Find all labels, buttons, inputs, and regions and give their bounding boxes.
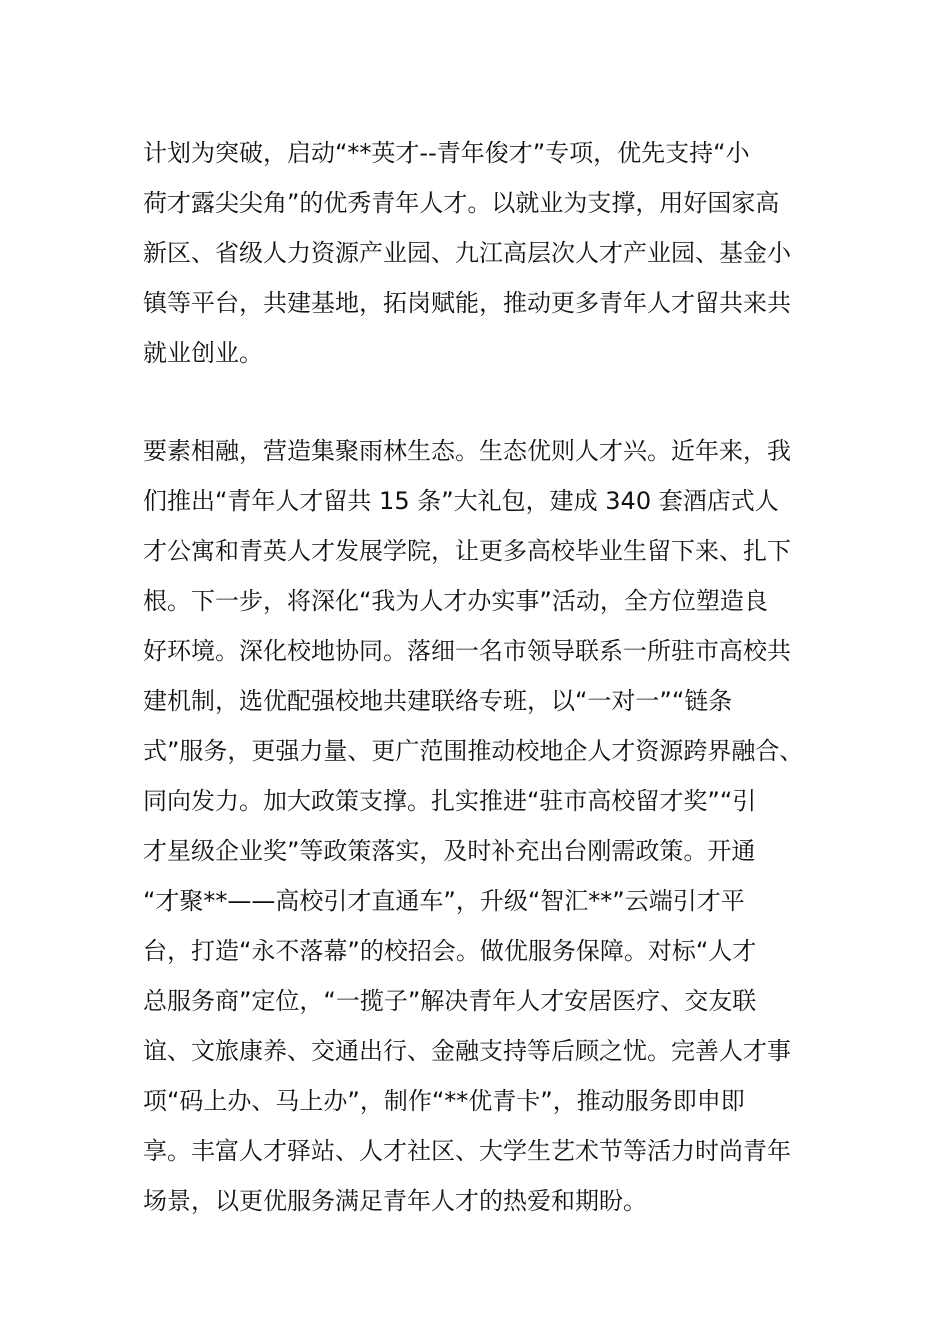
text-line: 新区、省级人力资源产业园、九江高层次人才产业园、基金小 <box>143 239 791 267</box>
text-line: 荷才露尖尖角”的优秀青年人才。以就业为支撑，用好国家高 <box>143 189 780 217</box>
text-line: 就业创业。 <box>143 339 263 367</box>
text-line: 享。丰富人才驿站、人才社区、大学生艺术节等活力时尚青年 <box>143 1137 791 1165</box>
text-line: 台，打造“永不落幕”的校招会。做优服务保障。对标“人才 <box>143 937 757 965</box>
text-line: 要素相融，营造集聚雨林生态。生态优则人才兴。近年来，我 <box>143 437 791 465</box>
text-line: 们推出“青年人才留共 15 条”大礼包，建成 340 套酒店式人 <box>143 487 779 515</box>
text-line: 式”服务，更强力量、更广范围推动校地企人才资源跨界融合、 <box>143 737 804 765</box>
text-line: 根。下一步，将深化“我为人才办实事”活动，全方位塑造良 <box>143 587 768 615</box>
text-line: 项“码上办、马上办”，制作“**优青卡”，推动服务即申即 <box>143 1087 745 1115</box>
paragraph-1 <box>143 128 823 378</box>
text-line: 建机制，选优配强校地共建联络专班，以“一对一”“链条 <box>143 687 733 715</box>
text-line: 总服务商”定位，“一揽子”解决青年人才安居医疗、交友联 <box>143 987 757 1015</box>
text-line: 才星级企业奖”等政策落实，及时补充出台刚需政策。开通 <box>143 837 756 865</box>
text-line: 同向发力。加大政策支撑。扎实推进“驻市高校留才奖”“引 <box>143 787 757 815</box>
text-line: 镇等平台，共建基地，拓岗赋能，推动更多青年人才留共来共 <box>143 289 791 317</box>
text-line: 才公寓和青英人才发展学院，让更多高校毕业生留下来、扎下 <box>143 537 791 565</box>
text-line: 谊、文旅康养、交通出行、金融支持等后顾之忧。完善人才事 <box>143 1037 791 1065</box>
paragraph-2 <box>143 426 823 1226</box>
text-line: “才聚**——高校引才直通车”，升级“智汇**”云端引才平 <box>143 887 745 915</box>
text-line: 好环境。深化校地协同。落细一名市领导联系一所驻市高校共 <box>143 637 791 665</box>
text-line: 场景，以更优服务满足青年人才的热爱和期盼。 <box>143 1187 647 1215</box>
text-line: 计划为突破，启动“**英才--青年俊才”专项，优先支持“小 <box>143 139 750 167</box>
